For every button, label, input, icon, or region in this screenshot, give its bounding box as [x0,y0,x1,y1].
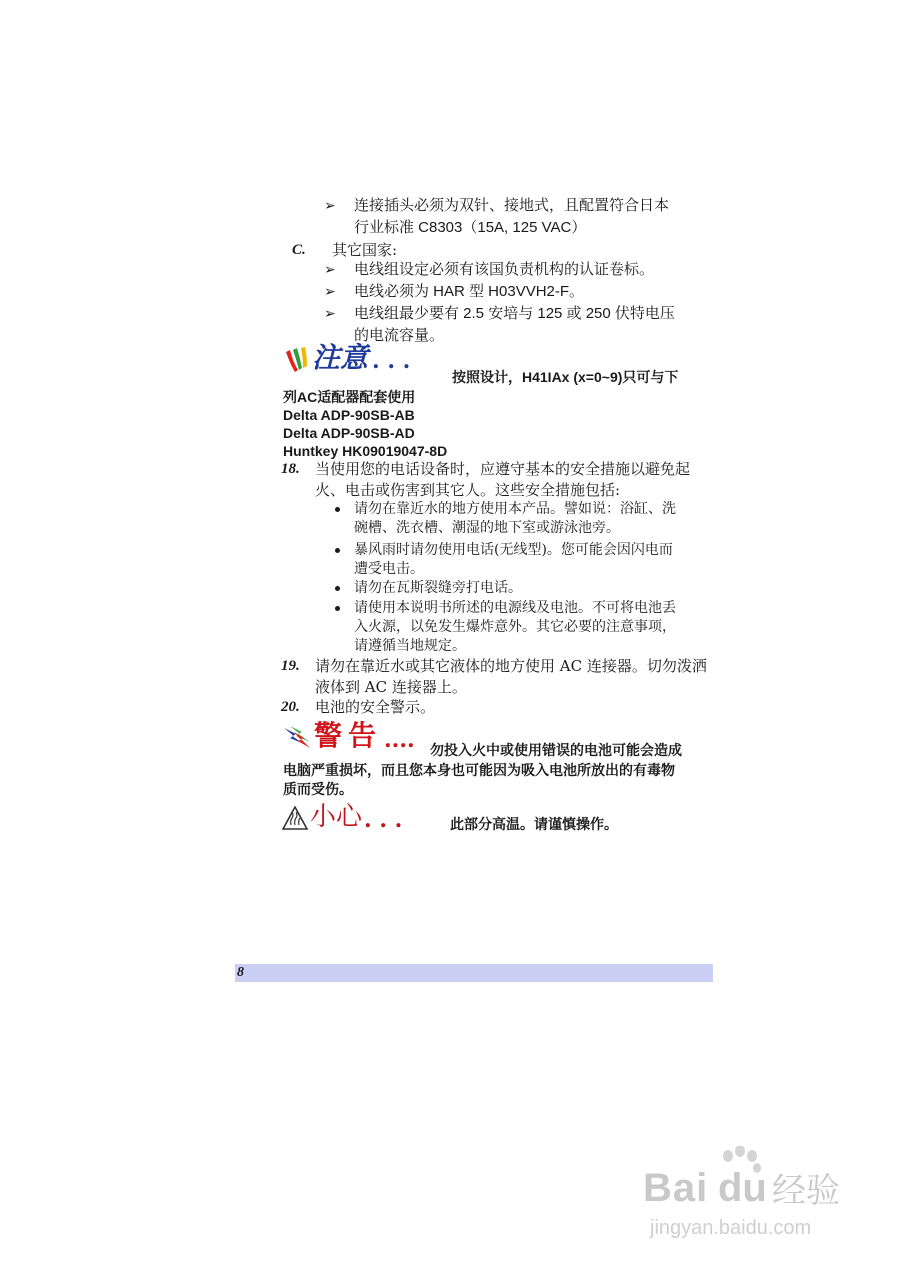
bullet-text: 碗槽、洗衣槽、潮湿的地下室或游泳池旁。 [354,520,620,536]
bullet-text: 请勿在瓦斯裂缝旁打电话。 [354,580,522,596]
section-title: 其它国家: [332,241,398,259]
bullet-text: 入火源，以免发生爆炸意外。其它必要的注意事项， [354,619,676,635]
caution-text: 此部分高温。请谨慎操作。 [450,816,618,832]
adapter-model: Delta ADP-90SB-AD [283,425,415,441]
footer-bar [235,964,713,982]
item-text: 电池的安全警示。 [315,698,436,716]
list-item-text: 电线必须为 HAR 型 H03VVH2-F。 [354,283,585,300]
warning-label: 警告 [314,719,383,752]
watermark-url: jingyan.baidu.com [650,1217,812,1239]
arrow-bullet-icon: ➢ [324,198,336,214]
bullet-text: 请使用本说明书所述的电源线及电池。不可将电池丢 [354,600,676,616]
item-text: 液体到 AC 连接器上。 [315,678,467,696]
note-label: 注意 [312,341,369,374]
item-number: 19. [281,658,300,674]
arrow-bullet-icon: ➢ [324,284,336,300]
adapter-model: Huntkey HK09019047-8D [283,443,448,459]
item-number: 20. [281,699,300,715]
item-text: 火、电击或伤害到其它人。这些安全措施包括: [315,481,621,499]
list-item-text: 连接插头必须为双针、接地式，且配置符合日本 [354,197,670,214]
lightning-warning-icon [282,724,312,750]
bullet-text: 遭受电击。 [354,561,424,577]
warning-dots: .... [384,727,415,753]
note-dots: . . . [372,348,411,374]
list-item-text: 行业标准 C8303（15A, 125 VAC） [354,219,587,236]
page-number: 8 [237,965,244,980]
list-item-text: 电线组最少要有 2.5 安培与 125 或 250 伏特电压 [354,305,675,322]
note-icon [283,346,311,374]
arrow-bullet-icon: ➢ [324,262,336,278]
note-text: 按照设计，H41IAx (x=0~9)只可与下 [452,369,679,385]
bullet-icon [335,507,340,512]
section-label: C. [292,242,306,258]
list-item-text: 电线组设定必须有该国负责机构的认证卷标。 [354,261,655,278]
caution-dots: . . . [364,807,403,833]
item-text: 当使用您的电话设备时，应遵守基本的安全措施以避免起 [315,460,691,478]
adapter-model: Delta ADP-90SB-AB [283,407,415,423]
bullet-text: 暴风雨时请勿使用电话(无线型)。您可能会因闪电而 [354,542,673,558]
bullet-icon [335,548,340,553]
warning-text: 勿投入火中或使用错误的电池可能会造成 [430,742,682,758]
bullet-text: 请勿在靠近水的地方使用本产品。譬如说：浴缸、洗 [354,501,676,517]
bullet-icon [335,606,340,611]
item-number: 18. [281,461,300,477]
warning-text: 电脑严重损坏，而且您本身也可能因为吸入电池所放出的有毒物 [283,762,675,778]
list-item-text: 的电流容量。 [354,327,445,344]
item-text: 请勿在靠近水或其它液体的地方使用 AC 连接器。切勿泼洒 [315,657,707,675]
arrow-bullet-icon: ➢ [324,306,336,322]
watermark-brand-du: du [718,1166,767,1210]
bullet-icon [335,586,340,591]
watermark-brand: Bai [643,1166,709,1210]
caution-label: 小心 [310,802,363,832]
watermark-cn: 经验 [772,1171,840,1211]
warning-text: 质而受伤。 [283,781,353,797]
hot-surface-icon [282,806,308,830]
note-text: 列AC适配器配套使用 [283,389,416,405]
bullet-text: 请遵循当地规定。 [354,638,466,654]
